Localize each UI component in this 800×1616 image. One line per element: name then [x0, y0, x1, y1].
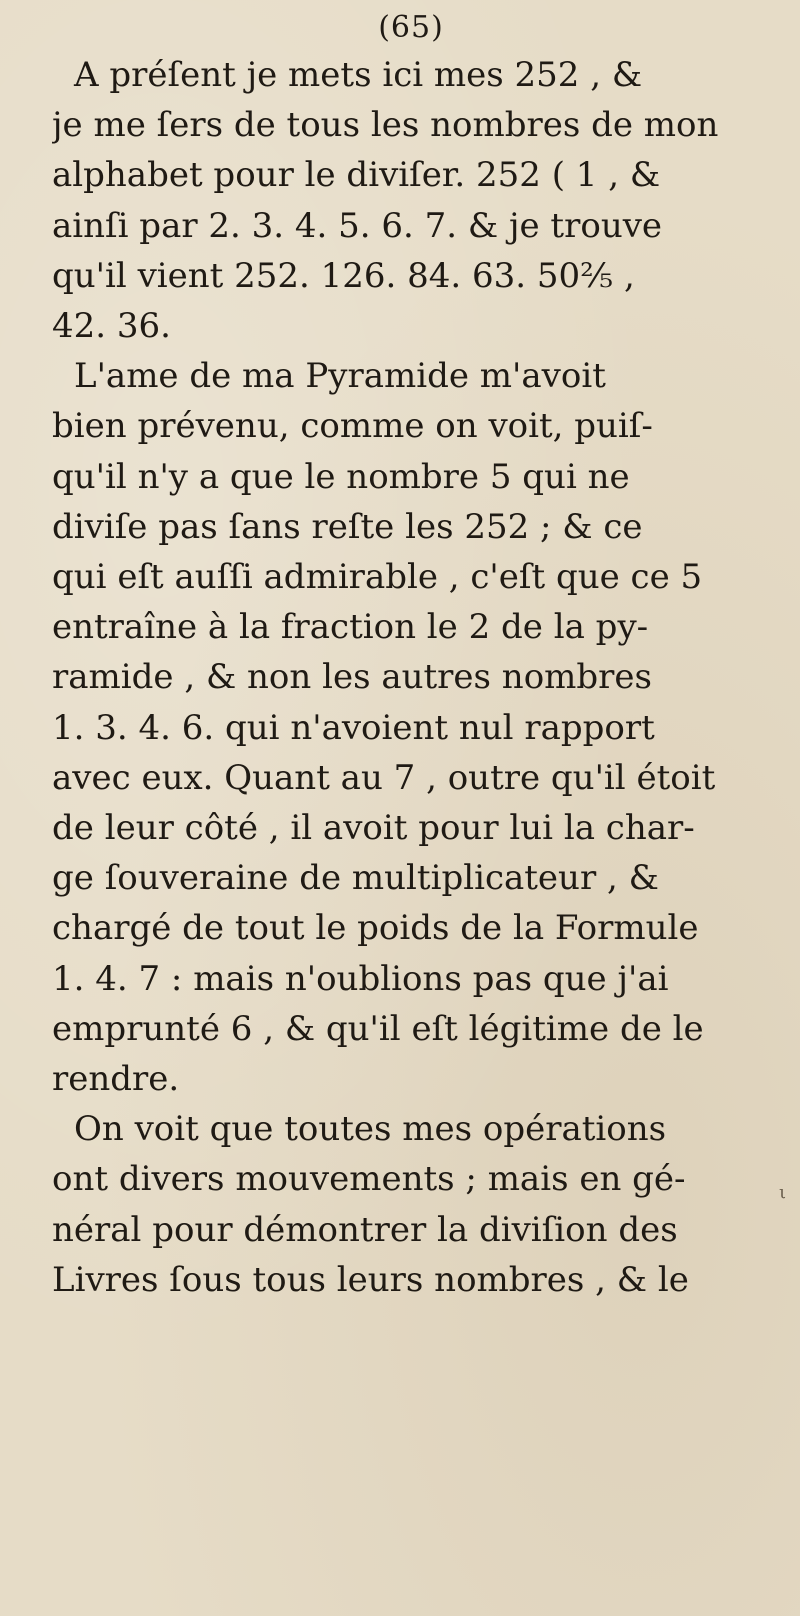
text-line: ge ſouveraine de multiplicateur , & [52, 858, 659, 899]
text-line: de leur côté , il avoit pour lui la char- [52, 808, 695, 849]
text-line: ont divers mouvements ; mais en gé- [52, 1159, 686, 1200]
text-line: bien prévenu, comme on voit, puiſ- [52, 406, 653, 447]
text-line: L'ame de ma Pyramide m'avoit [74, 356, 606, 397]
text-line: qu'il vient 252. 126. 84. 63. 50⅖ , [52, 255, 635, 296]
text-line: emprunté 6 , & qu'il eſt légitime de le [52, 1008, 704, 1049]
text-line: entraîne à la fraction le 2 de la py- [52, 607, 649, 648]
margin-mark: ι [778, 1182, 786, 1203]
page-number: (65) [378, 10, 444, 45]
text-line: diviſe pas ſans reſte les 252 ; & ce [52, 506, 643, 547]
text-line: avec eux. Quant au 7 , outre qu'il étoit [52, 757, 716, 798]
text-line: alphabet pour le diviſer. 252 ( 1 , & [52, 155, 661, 196]
text-line: 1. 3. 4. 6. qui n'avoient nul rapport [52, 707, 655, 748]
text-line: Livres ſous tous leurs nombres , & le [52, 1259, 689, 1300]
text-line: 1. 4. 7 : mais n'oublions pas que j'ai [52, 958, 669, 999]
text-line: A préſent je mets ici mes 252 , & [74, 55, 643, 95]
text-line: rendre. [52, 1059, 180, 1100]
paragraph-2 [52, 351, 770, 1104]
text-line: On voit que toutes mes opérations [74, 1109, 667, 1150]
text-line: qu'il n'y a que le nombre 5 qui ne [52, 456, 630, 497]
text-line: qui eſt auſſi admirable , c'eſt que ce 5 [52, 557, 703, 598]
text-line: je me ſers de tous les nombres de mon [52, 105, 719, 146]
text-line: néral pour démontrer la diviſion des [52, 1209, 678, 1250]
text-line: 42. 36. [52, 306, 171, 347]
paragraph-1 [52, 50, 770, 351]
text-line: ramide , & non les autres nombres [52, 657, 652, 698]
text-line: chargé de tout le poids de la Formule [52, 908, 699, 949]
text-line: ainſi par 2. 3. 4. 5. 6. 7. & je trouve [52, 205, 663, 246]
paragraph-3 [52, 1104, 770, 1305]
